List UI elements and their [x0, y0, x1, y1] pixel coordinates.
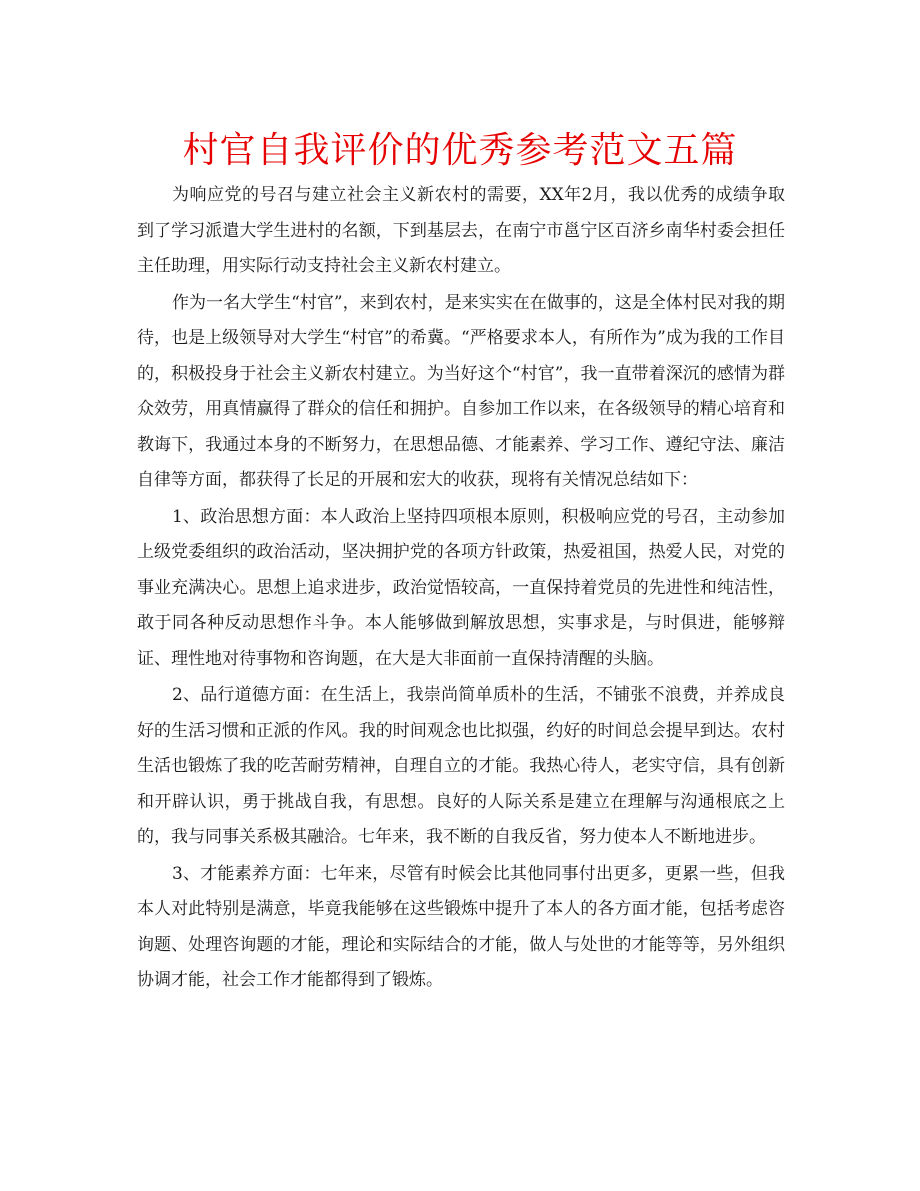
document-body — [137, 178, 785, 999]
paragraph-overview: 作为一名大学生“村官”，来到农村，是来实实在在做事的，这是全体村民对我的期待，也是上级领导对大学生“村官”的希冀。“严格要求本人，有所作为”成为我的工作目的，积极投身于社会主义新农村建立。为当好这个“村官”，我一直带着深沉的感情为群众效劳，用真情赢得了群众的信任和拥护。自参加工作以来，在各级领导的精心培育和教诲下，我通过本身的不断努力，在思想品德、才能素养、学习工作、遵纪守法、廉洁自律等方面，都获得了长足的开展和宏大的收获，现将有关情况总结如下： — [137, 292, 785, 490]
paragraph-moral-conduct: 2、品行道德方面：在生活上，我崇尚简单质朴的生活，不铺张不浪费，并养成良好的生活习惯和正派的作风。我的时间观念也比拟强，约好的时间总会提早到达。农村生活也锻炼了我的吃苦耐劳精神，自理自立的才能。我热心待人，老实守信，具有创新和开辟认识，勇于挑战自我，有思想。良好的人际关系是建立在理解与沟通根底之上的，我与同事关系极其融洽。七年来，我不断的自我反省，努力使本人不断地进步。 — [137, 685, 785, 847]
paragraph-ability-quality: 3、才能素养方面：七年来，尽管有时候会比其他同事付出更多，更累一些，但我本人对此特别是满意，毕竟我能够在这些锻炼中提升了本人的各方面才能，包括考虑咨询题、处理咨询题的才能，理论和实际结合的才能，做人与处世的才能等等，另外组织协调才能，社会工作才能都得到了锻炼。 — [137, 863, 785, 990]
document-title: 村官自我评价的优秀参考范文五篇 — [182, 130, 738, 171]
paragraph-political-thought: 1、政治思想方面：本人政治上坚持四项根本原则，积极响应党的号召，主动参加上级党委组织的政治活动，坚决拥护党的各项方针政策，热爱祖国，热爱人民，对党的事业充满决心。思想上追求进步，政治觉悟较高，一直保持着党员的先进性和纯洁性，敢于同各种反动思想作斗争。本人能够做到解放思想，实事求是，与时俱进，能够辩证、理性地对待事物和咨询题，在大是大非面前一直保持清醒的头脑。 — [137, 506, 785, 669]
paragraph-intro: 为响应党的号召与建立社会主义新农村的需要，XX年2月，我以优秀的成绩争取到了学习派遣大学生进村的名额，下到基层去，在南宁市邕宁区百济乡南华村委会担任主任助理，用实际行动支持社会主义新农村建立。 — [137, 185, 785, 276]
